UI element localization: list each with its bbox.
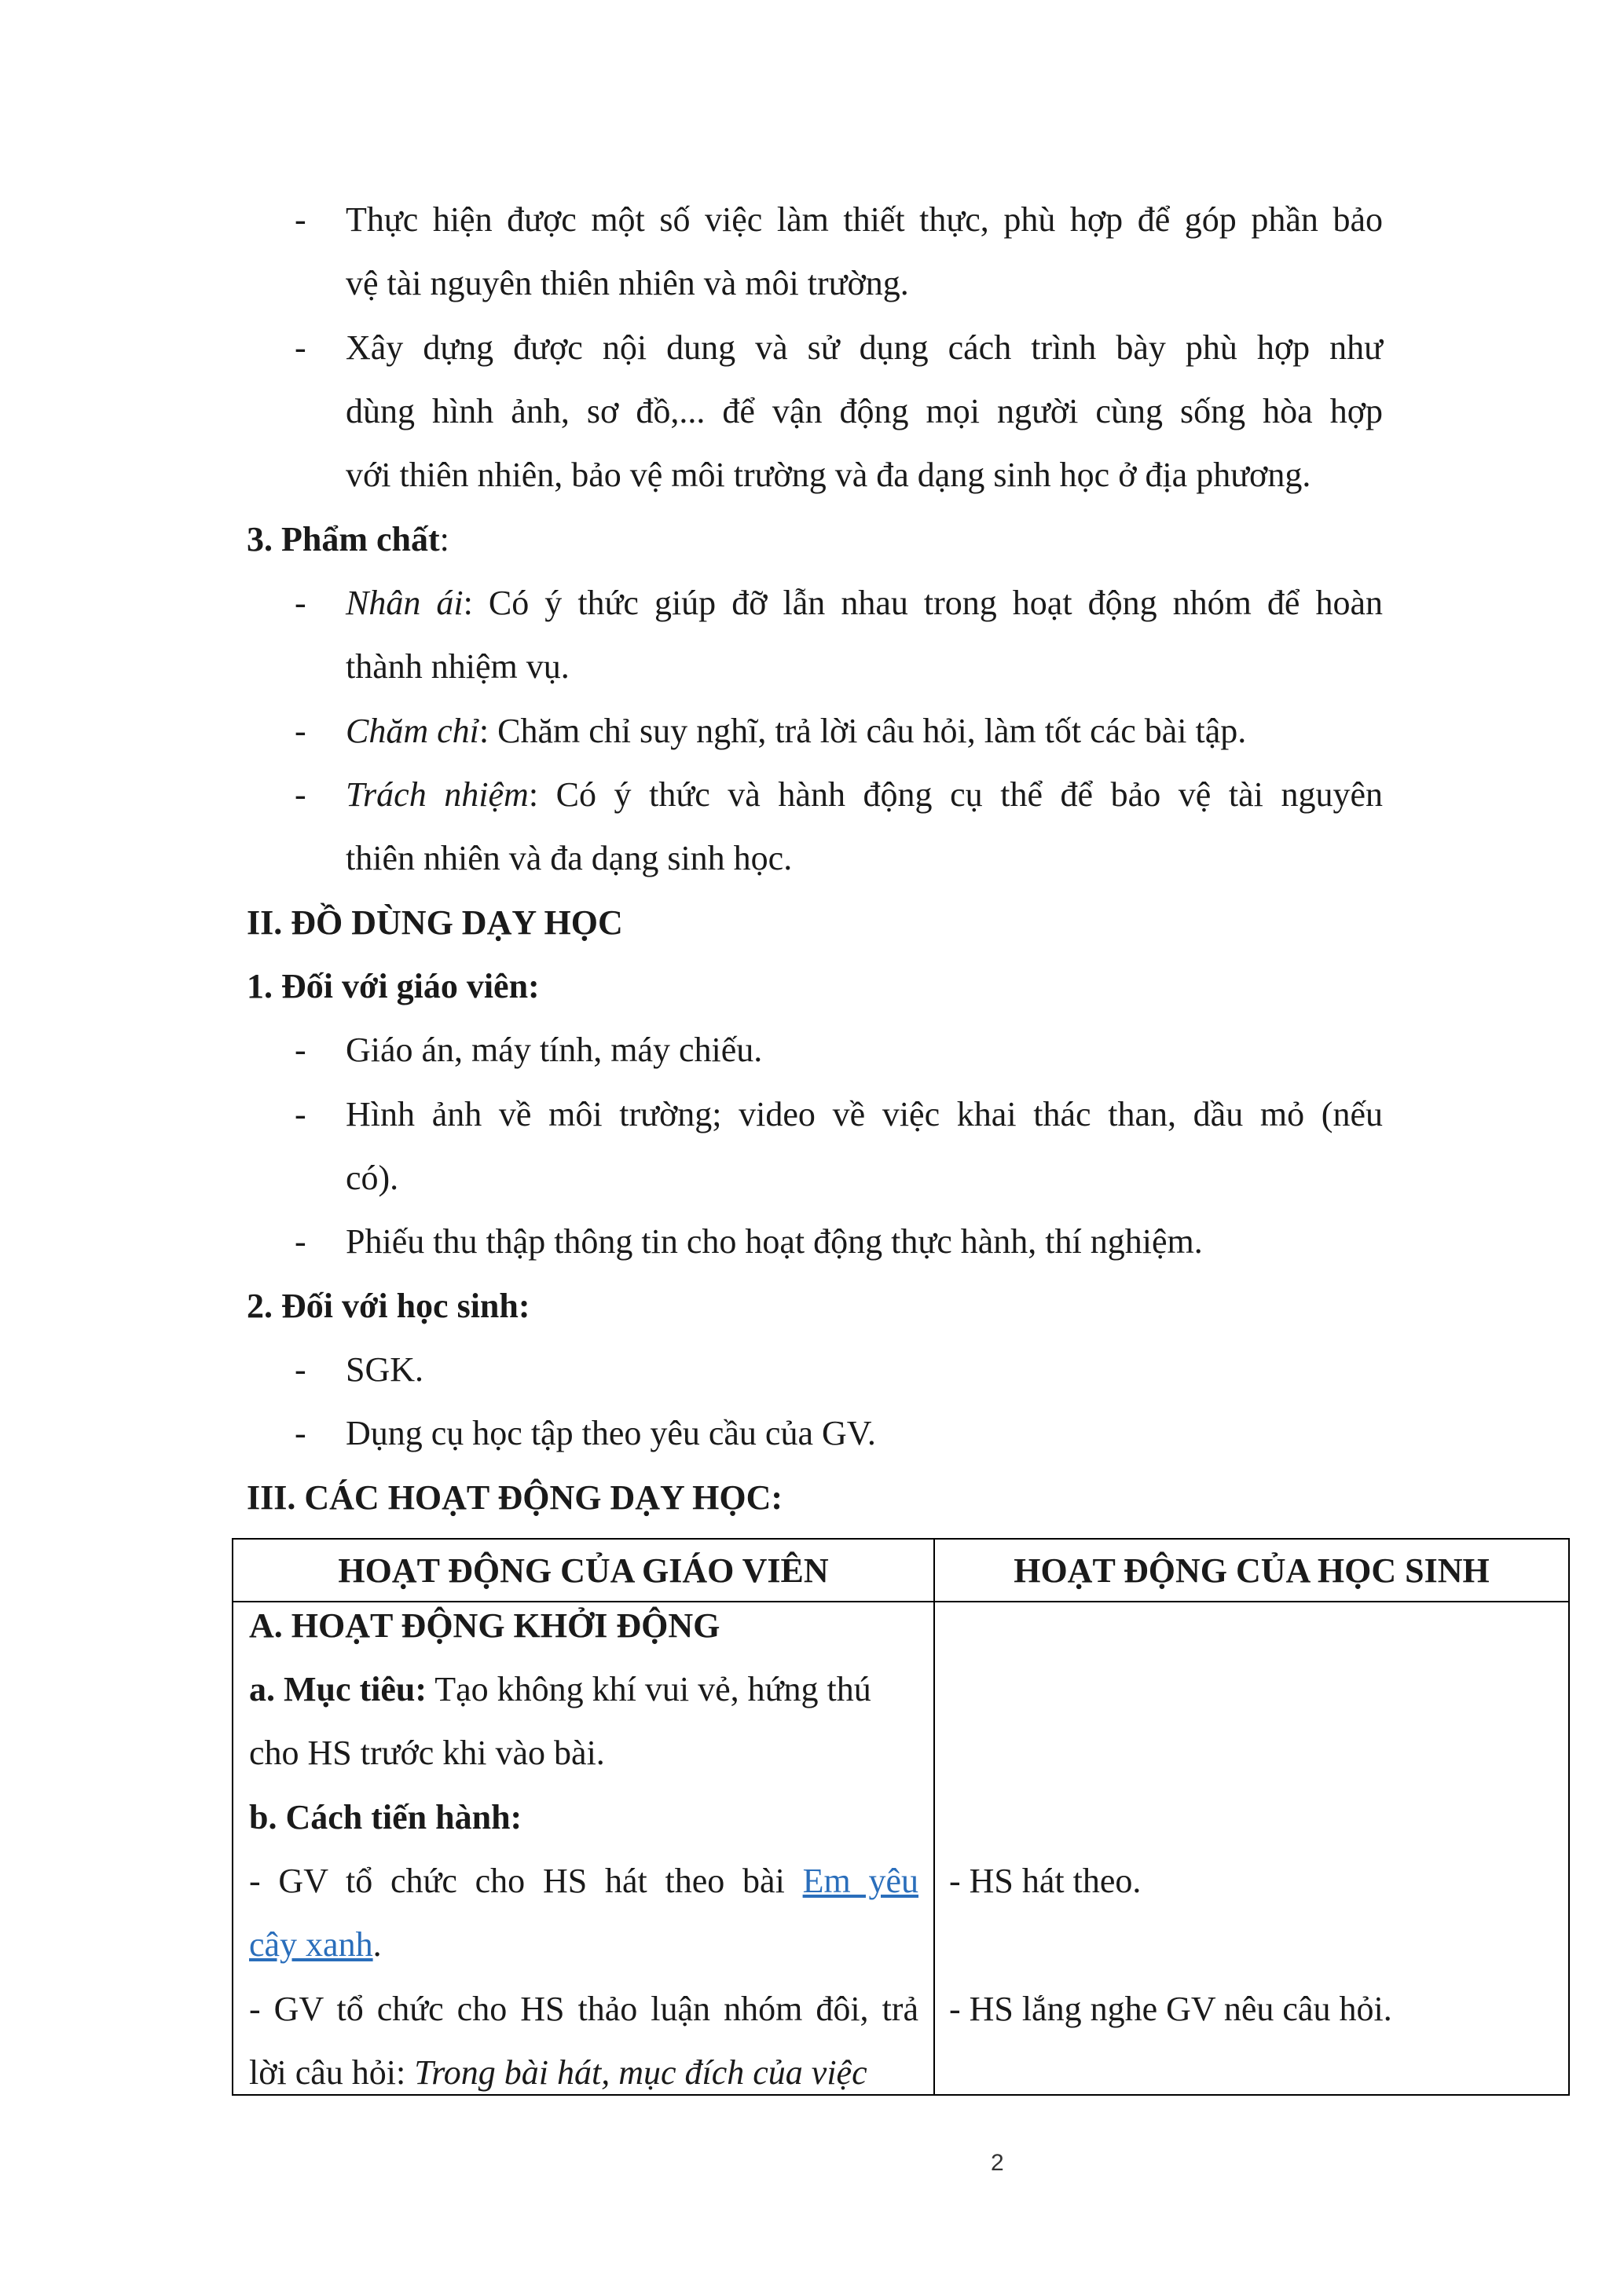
bullet-dash: - — [295, 1031, 306, 1069]
bullet-dash: - — [295, 1414, 306, 1452]
step-line: - GV tổ chức cho HS thảo luận nhóm đôi, trả — [249, 1990, 918, 2028]
bullet-dash: - — [295, 1095, 306, 1133]
paragraph-line: với thiên nhiên, bảo vệ môi trường và đa dạng sinh học ở địa phương. — [346, 456, 1311, 494]
activity-title: A. HOẠT ĐỘNG KHỞI ĐỘNG — [249, 1606, 720, 1645]
bullet-dash: - — [295, 775, 306, 814]
bullet-dash: - — [295, 1222, 306, 1261]
step-line: - GV tổ chức cho HS hát theo bài Em yêu — [249, 1862, 919, 1900]
list-item: Hình ảnh về môi trường; video về việc khai thác than, dầu mỏ (nếu — [346, 1095, 1383, 1133]
table-header-row — [233, 1539, 1569, 1602]
quality-item: Chăm chỉ: Chăm chỉ suy nghĩ, trả lời câu hỏi, làm tốt các bài tập. — [346, 712, 1247, 750]
section-heading: II. ĐỒ DÙNG DẠY HỌC — [247, 903, 623, 942]
activities-table — [232, 1538, 1570, 2096]
bullet-dash: - — [295, 328, 306, 367]
goal-line: cho HS trước khi vào bài. — [249, 1734, 605, 1772]
subsection-heading: 2. Đối với học sinh: — [247, 1287, 530, 1325]
paragraph-line: có). — [346, 1159, 399, 1197]
page-number: 2 — [991, 2150, 1004, 2176]
paragraph-line: thiên nhiên và đa dạng sinh học. — [346, 839, 793, 877]
song-link[interactable]: cây xanh — [249, 1925, 373, 1964]
goal-line: a. Mục tiêu: Tạo không khí vui vẻ, hứng thú — [249, 1670, 871, 1708]
method-title: b. Cách tiến hành: — [249, 1798, 522, 1836]
paragraph-line: vệ tài nguyên thiên nhiên và môi trường. — [346, 264, 909, 302]
bullet-dash: - — [295, 1350, 306, 1389]
paragraph-line: Xây dựng được nội dung và sử dụng cách trình bày phù hợp như — [346, 328, 1383, 367]
student-cell — [934, 1602, 1569, 2095]
paragraph-line: thành nhiệm vụ. — [346, 647, 570, 686]
list-item: Giáo án, máy tính, máy chiếu. — [346, 1031, 763, 1069]
table-row — [233, 1602, 1569, 2095]
section-heading: III. CÁC HOẠT ĐỘNG DẠY HỌC: — [247, 1478, 783, 1517]
list-item: Phiếu thu thập thông tin cho hoạt động thực hành, thí nghiệm. — [346, 1222, 1203, 1261]
paragraph-line: dùng hình ảnh, sơ đồ,... để vận động mọi người cùng sống hòa hợp — [346, 392, 1383, 430]
quality-item: Trách nhiệm: Có ý thức và hành động cụ thể để bảo vệ tài nguyên — [346, 775, 1383, 814]
teacher-cell — [233, 1602, 934, 2095]
list-item: Dụng cụ học tập theo yêu cầu của GV. — [346, 1414, 876, 1452]
quality-item: Nhân ái: Có ý thức giúp đỡ lẫn nhau trong hoạt động nhóm để hoàn — [346, 584, 1383, 622]
bullet-dash: - — [295, 712, 306, 750]
subsection-heading: 1. Đối với giáo viên: — [247, 967, 540, 1005]
paragraph-line: Thực hiện được một số việc làm thiết thực, phù hợp để góp phần bảo — [346, 200, 1383, 239]
table-header-student: HOẠT ĐỘNG CỦA HỌC SINH — [934, 1539, 1569, 1602]
list-item: SGK. — [346, 1350, 424, 1389]
step-line: lời câu hỏi: Trong bài hát, mục đích của việc — [249, 2053, 867, 2092]
student-response: - HS hát theo. — [948, 1862, 1142, 1900]
bullet-dash: - — [295, 584, 306, 622]
bullet-dash: - — [295, 200, 306, 239]
student-response: - HS lắng nghe GV nêu câu hỏi. — [948, 1990, 1392, 2028]
section-heading: 3. Phẩm chất: — [247, 520, 449, 558]
song-link[interactable]: Em yêu — [802, 1862, 919, 1900]
table-header-teacher: HOẠT ĐỘNG CỦA GIÁO VIÊN — [233, 1539, 934, 1602]
step-line: cây xanh. — [249, 1925, 382, 1964]
